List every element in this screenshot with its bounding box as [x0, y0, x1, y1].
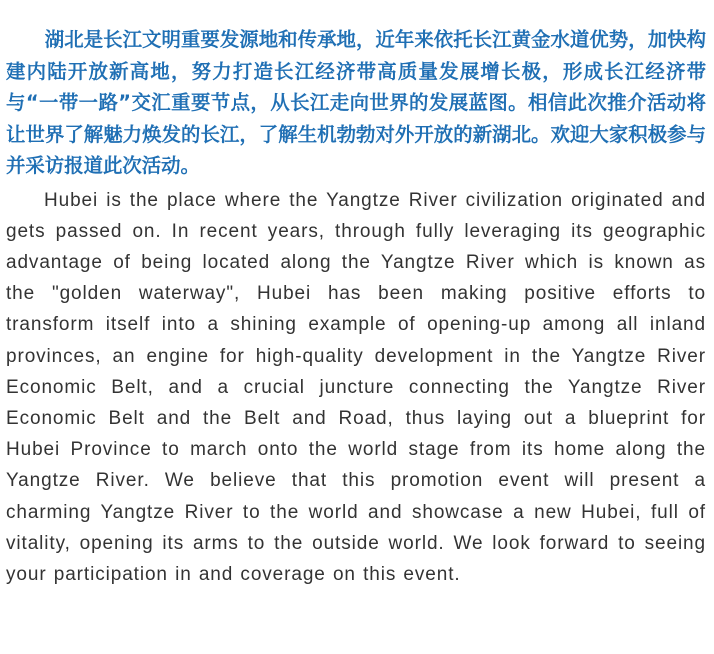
chinese-paragraph: 湖北是长江文明重要发源地和传承地，近年来依托长江黄金水道优势，加快构建内陆开放新高地，努力打造长江经济带高质量发展增长极，形成长江经济带与“一带一路”交汇重要节点，从长江走向世界的发展蓝图。相信此次推介活动将让世界了解魅力焕发的长江，了解生机勃勃对外开放的新湖北。欢迎大家积极参与并采访报道此次活动。 [6, 28, 706, 177]
english-paragraph: Hubei is the place where the Yangtze River civilization originated and gets passed on. In recent years, through fully leveraging its geographic advantage of being located along the Yangtze River which is known as the "golden waterway", Hubei has been making positive efforts to transform itself into a shining example of opening-up among all inland provinces, an engine for high-quality development in the Yangtze River Economic Belt, and a crucial juncture connecting the Yangtze River Economic Belt and the Belt and Road, thus laying out a blueprint for Hubei Province to march onto the world stage from its home along the Yangtze River. We believe that this promotion event will present a charming Yangtze River to the world and showcase a new Hubei, full of vitality, opening its arms to the outside world. We look forward to seeing your participation in and coverage on this event. [6, 189, 706, 585]
